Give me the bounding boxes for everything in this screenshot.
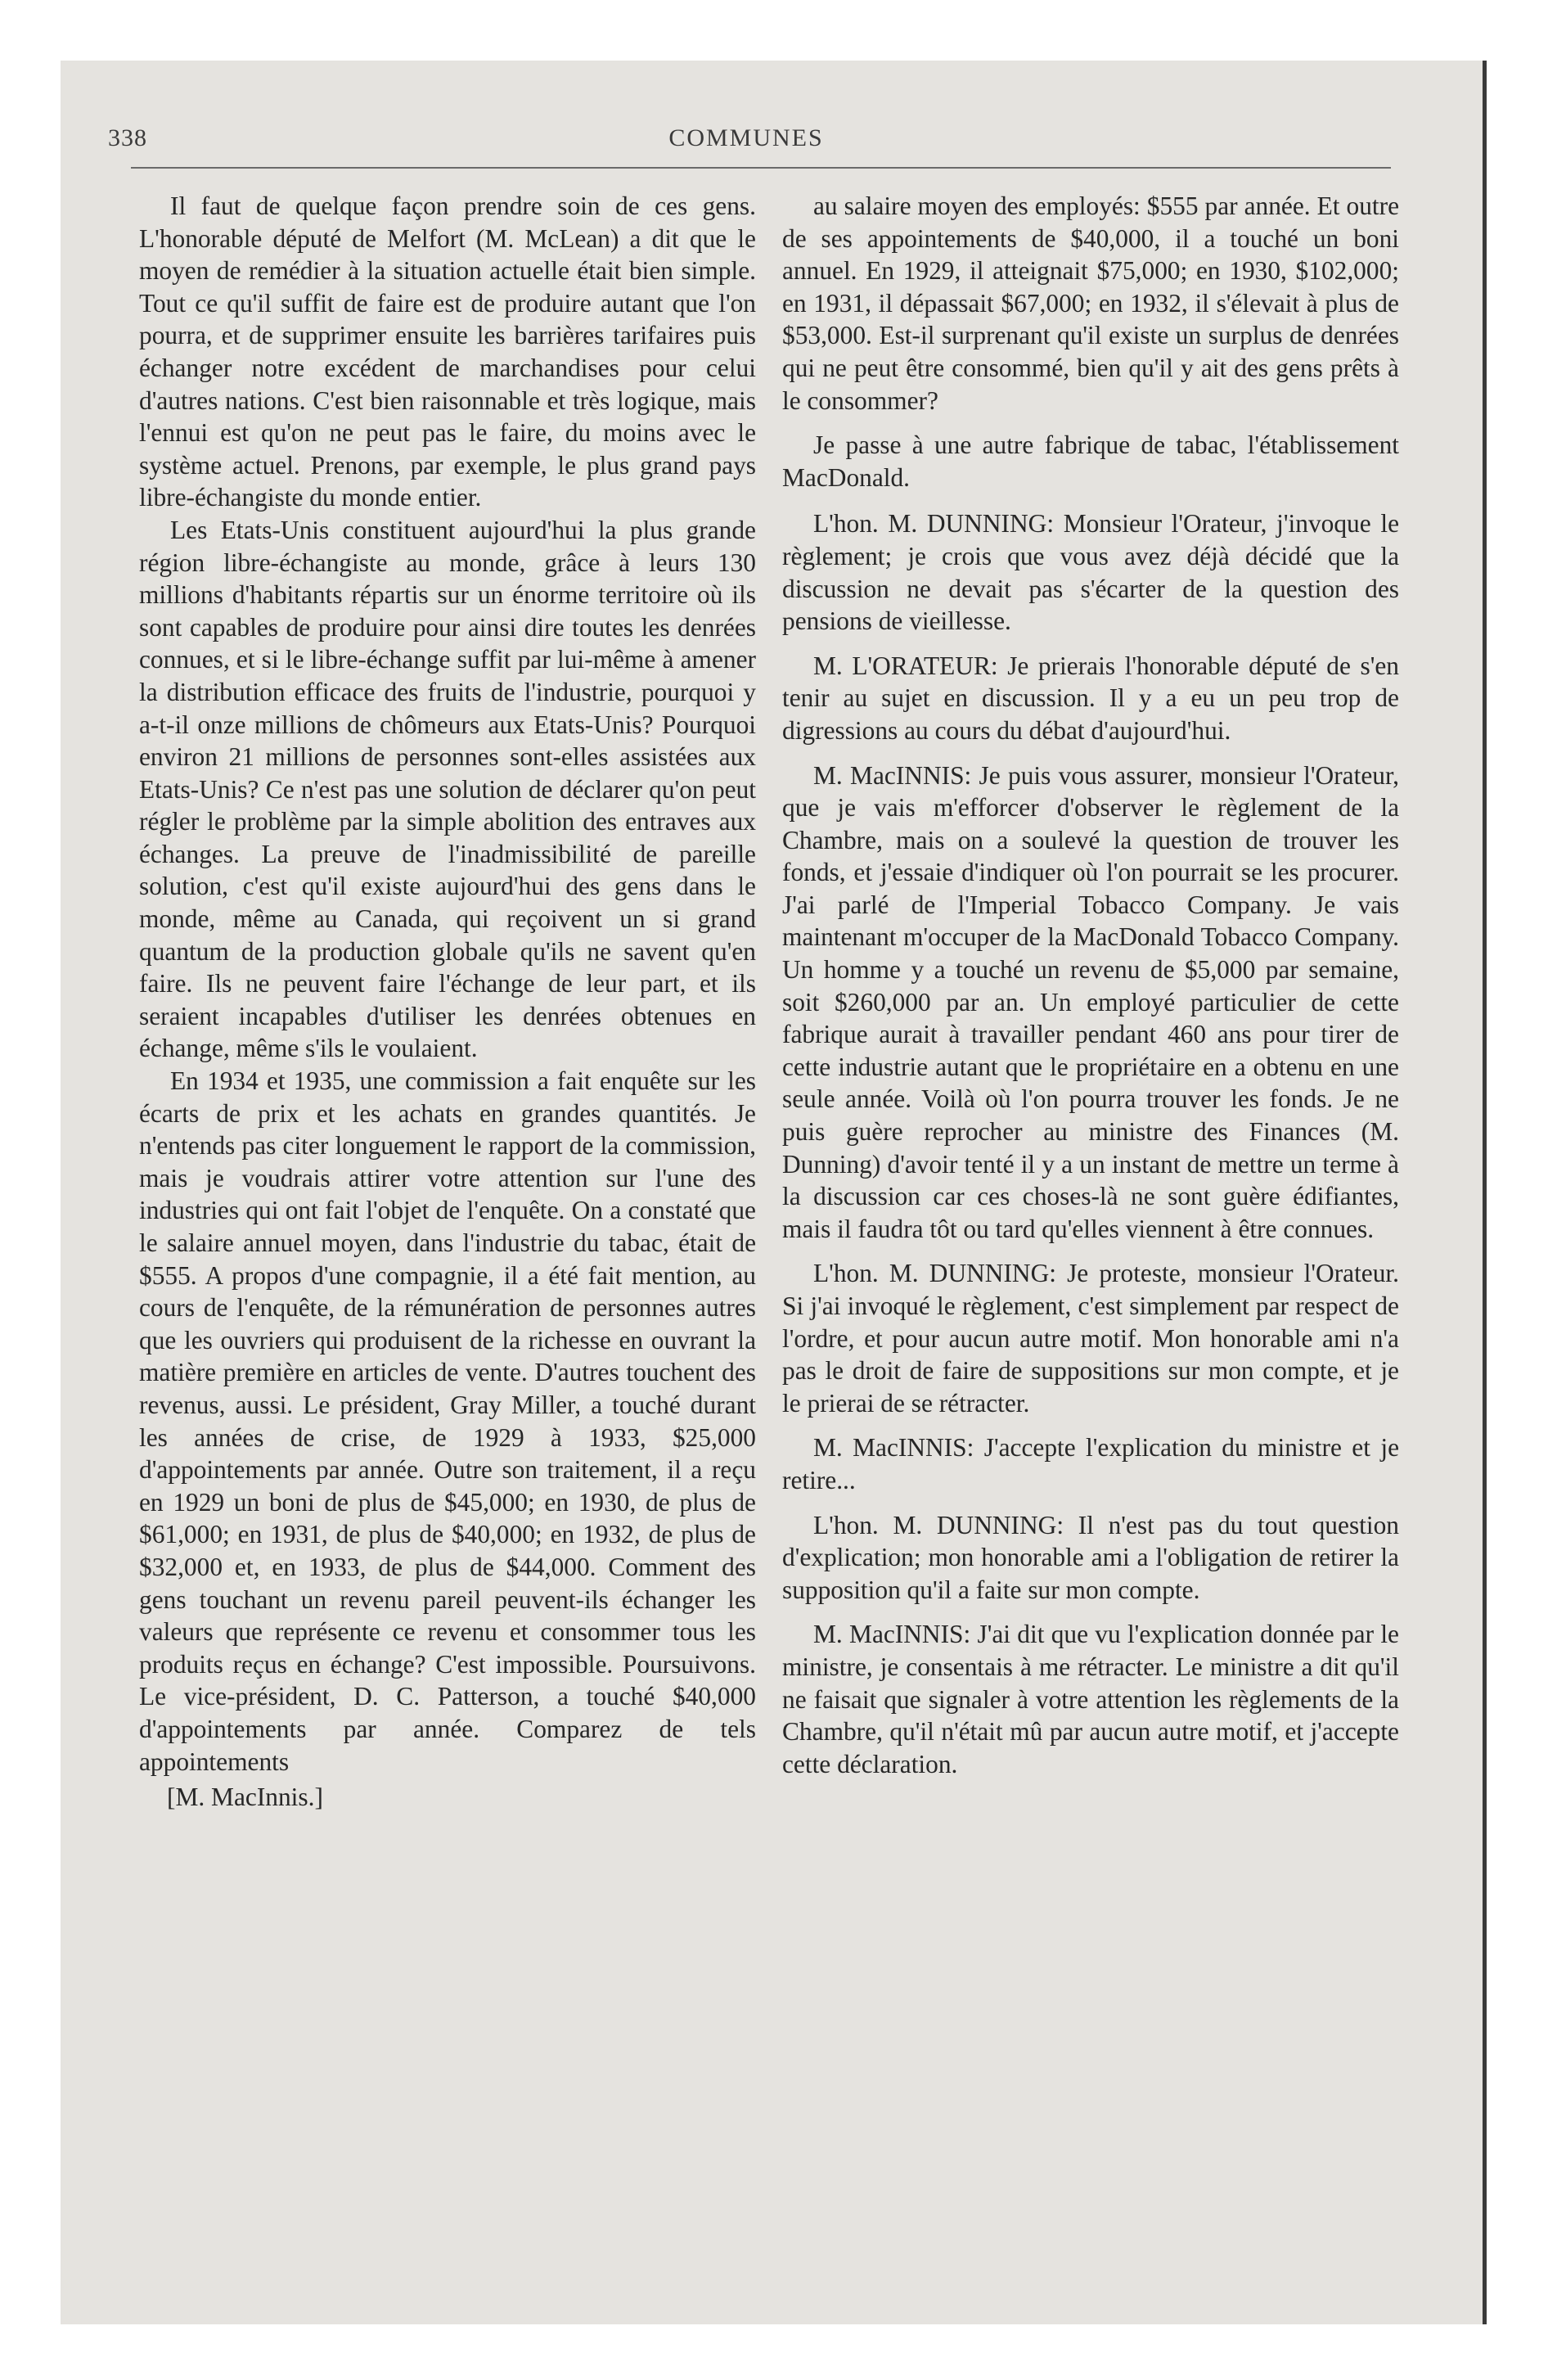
paragraph: Il faut de quelque façon prendre soin de ces gens. L'honorable député de Melfort (M. McLean) a dit que le moyen de remédier à la situation actuelle était bien simple. Tout ce qu'il suffit de faire est de produire autant que l'on pourra, et de supprimer ensuite les barrières tarifaires puis échanger notre excédent de marchandises pour celui d'autres nations. C'est bien raisonnable et très logique, mais l'ennui est qu'on ne peut pas le faire, du moins avec le système actuel. Prenons, par exemple, le plus grand pays libre-échangiste du monde entier.: [139, 192, 756, 512]
speaker-tag: [M. MacInnis.]: [167, 1783, 323, 1812]
left-column: [139, 190, 756, 1814]
paragraph: M. MacINNIS: J'ai dit que vu l'explication donnée par le ministre, je consentais à me rétracter. Le ministre a dit qu'il ne faisait que signaler à votre attention les règlements de la Chambre, qu'il n'était mû par aucun autre motif, et j'accepte cette déclaration.: [782, 1620, 1399, 1778]
page-header: [108, 124, 1384, 165]
paragraph: M. L'ORATEUR: Je prierais l'honorable député de s'en tenir au sujet en discussion. Il y a eu un peu trop de digressions au cours du débat d'aujourd'hui.: [782, 651, 1399, 745]
paragraph: Les Etats-Unis constituent aujourd'hui la plus grande région libre-échangiste au monde, grâce à leurs 130 millions d'habitants répartis sur un énorme territoire où ils sont capables de produire pour ainsi dire toutes les denrées connues, et si le libre-échange suffit par lui-même à amener la distribution efficace des fruits de l'industrie, pourquoi y a-t-il onze millions de chômeurs aux Etats-Unis? Pourquoi environ 21 millions de personnes sont-elles assistées aux Etats-Unis? Ce n'est pas une solution de déclarer qu'on peut régler le problème par la simple abolition des entraves aux échanges. La preuve de l'inadmissibilité de pareille solution, c'est qu'il existe aujourd'hui des gens dans le monde, même au Canada, qui reçoivent un si grand quantum de la production globale qu'ils ne savent qu'en faire. Ils ne peuvent faire l'échange de leur part, et ils seraient incapables d'utiliser les denrées obtenues en échange, même s'ils le voulaient.: [139, 515, 756, 1063]
paragraph: au salaire moyen des employés: $555 par année. Et outre de ses appointements de $40,000, il a touché un boni annuel. En 1929, il atteignait $75,000; en 1930, $102,000; en 1931, il dépassait $67,000; en 1932, il s'élevait à plus de $53,000. Est-il surprenant qu'il existe un surplus de denrées qui ne peut être consommé, bien qu'il y ait des gens prêts à le consommer?: [782, 192, 1399, 415]
paragraph: En 1934 et 1935, une commission a fait enquête sur les écarts de prix et les achats en grandes quantités. Je n'entends pas citer longuement le rapport de la commission, mais je voudrais attirer votre attention sur l'une des industries qui ont fait l'objet de l'enquête. On a constaté que le salaire annuel moyen, dans l'industrie du tabac, était de $555. A propos d'une compagnie, il a été fait mention, au cours de l'enquête, de la rémunération de personnes autres que les ouvriers qui produisent de la richesse en ouvrant la matière première en articles de vente. D'autres touchent des revenus, aussi. Le président, Gray Miller, a touché durant les années de crise, de 1929 à 1933, $25,000 d'appointements par année. Outre son traitement, il a reçu en 1929 un boni de plus de $45,000; en 1930, de plus de $61,000; en 1931, de plus de $40,000; en 1932, de plus de $32,000 et, en 1933, de plus de $44,000. Comment des gens touchant un revenu pareil peuvent-ils échanger les valeurs que représente ce revenu et consommer tous les produits reçus en échange? C'est impossible. Poursuivons. Le vice-président, D. C. Patterson, a touché $40,000 d'appointements par année. Comparez de tels appointements: [139, 1066, 756, 1776]
page-number: 338: [108, 124, 147, 151]
paragraph: Je passe à une autre fabrique de tabac, l'établissement MacDonald.: [782, 430, 1399, 492]
paragraph: M. MacINNIS: J'accepte l'explication du ministre et je retire...: [782, 1433, 1399, 1494]
header-rule: [131, 167, 1391, 169]
paragraph: L'hon. M. DUNNING: Il n'est pas du tout question d'explication; mon honorable ami a l'obligation de retirer la supposition qu'il a faite sur mon compte.: [782, 1510, 1399, 1604]
running-title: COMMUNES: [668, 124, 824, 151]
paragraph: M. MacINNIS: Je puis vous assurer, monsieur l'Orateur, que je vais m'efforcer d'observer le règlement de la Chambre, mais on a soulevé la question de trouver les fonds, et j'essaie d'indiquer où l'on pourrait se les procurer. J'ai parlé de l'Imperial Tobacco Company. Je vais maintenant m'occuper de la MacDonald Tobacco Company. Un homme y a touché un revenu de $5,000 par semaine, soit $260,000 par an. Un employé particulier de cette fabrique aurait à travailler pendant 460 ans pour tirer de cette industrie autant que le propriétaire en a obtenu en une seule année. Voilà où l'on pourra trouver les fonds. Je ne puis guère reprocher au ministre des Finances (M. Dunning) d'avoir tenté il y a un instant de mettre un terme à la discussion car ces choses-là ne sont guère édifiantes, mais il faudra tôt ou tard qu'elles viennent à être connues.: [782, 760, 1399, 1243]
right-column: [782, 190, 1399, 1792]
paragraph: L'hon. M. DUNNING: Monsieur l'Orateur, j'invoque le règlement; je crois que vous avez déjà décidé que la discussion ne devait pas s'écarter de la question des pensions de vieillesse.: [782, 509, 1399, 636]
paragraph: L'hon. M. DUNNING: Je proteste, monsieur l'Orateur. Si j'ai invoqué le règlement, c'est simplement par respect de l'ordre, et pour aucun autre motif. Mon honorable ami n'a pas le droit de faire de suppositions sur mon compte, et je le prierai de se rétracter.: [782, 1259, 1399, 1418]
